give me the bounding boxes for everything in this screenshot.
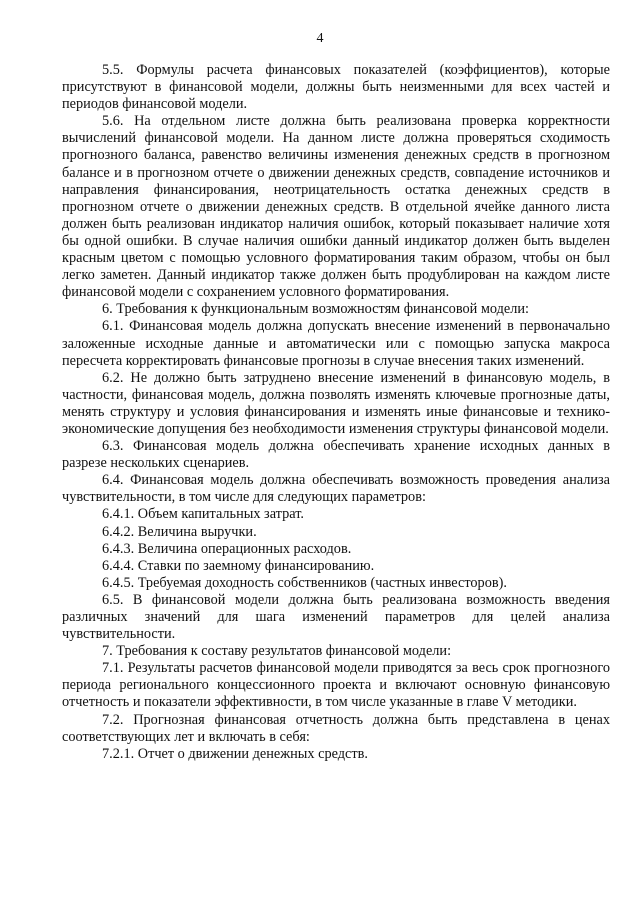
paragraph-6-2: 6.2. Не должно быть затруднено внесение изменений в финансовую модель, в частности, финансовая модель, должна позволять изменять ключевые прогнозные даты, менять структуру и условия финансирования и изменять иные финансовые и технико-экономические допущения без необходимости изменения структуры финансовой модели.: [62, 369, 610, 437]
list-item-7-2-1: 7.2.1. Отчет о движении денежных средств.: [102, 745, 368, 762]
paragraph-7-1: 7.1. Результаты расчетов финансовой модели приводятся за весь срок прогнозного периода регионального концессионного проекта и включают основную финансовую отчетность и показатели эффективности, в том числе указанные в главе V методики.: [62, 660, 610, 711]
paragraph-7-2: 7.2. Прогнозная финансовая отчетность должна быть представлена в ценах соответствующих лет и включать в себя:: [62, 711, 610, 745]
paragraph-6-3: 6.3. Финансовая модель должна обеспечивать хранение исходных данных в разрезе нескольких сценариев.: [62, 438, 610, 472]
paragraph-5-5: 5.5. Формулы расчета финансовых показателей (коэффициентов), которые присутствуют в финансовой модели, должны быть неизменными для всех частей и периодов финансовой модели.: [62, 62, 610, 113]
paragraph-6-4: 6.4. Финансовая модель должна обеспечивать возможность проведения анализа чувствительности, в том числе для следующих параметров:: [62, 472, 610, 506]
paragraph-6-5: 6.5. В финансовой модели должна быть реализована возможность введения различных значений для шага изменений параметров для целей анализа чувствительности.: [62, 591, 610, 643]
document-body: [62, 62, 610, 763]
list-item-6-4-4: 6.4.4. Ставки по заемному финансированию.: [102, 557, 375, 574]
list-item-6-4-2: 6.4.2. Величина выручки.: [102, 523, 257, 540]
paragraph-6-1: 6.1. Финансовая модель должна допускать внесение изменений в первоначально заложенные исходные данные и автоматически или с помощью запуска макроса пересчета корректировать финансовые прогнозы в случае внесения таких изменений.: [62, 318, 610, 369]
list-item-6-4-5: 6.4.5. Требуемая доходность собственников (частных инвесторов).: [102, 574, 507, 591]
list-item-6-4-1: 6.4.1. Объем капитальных затрат.: [102, 506, 304, 523]
heading-section-7: 7. Требования к составу результатов финансовой модели:: [102, 643, 452, 660]
paragraph-5-6: 5.6. На отдельном листе должна быть реализована проверка корректности вычислений финансовой модели. На данном листе должна проверяться сходимость прогнозного баланса, равенство величины изменения денежных средств в прогнозном балансе и в прогнозном отчете о движении денежных средств, совпадение источников и направления финансирования, неотрицательность остатка денежных средств в прогнозном отчете о движении денежных средств. В отдельной ячейке данного листа должен быть реализован индикатор наличия ошибок, который показывает наличие хотя бы одной ошибки. В случае наличия ошибки данный индикатор должен быть выделен красным цветом с помощью условного форматирования таким образом, чтобы он был легко заметен. Данный индикатор также должен быть продублирован на каждом листе финансовой модели с сохранением условного форматирования.: [62, 113, 610, 301]
heading-section-6: 6. Требования к функциональным возможностям финансовой модели:: [102, 301, 530, 318]
list-item-6-4-3: 6.4.3. Величина операционных расходов.: [102, 540, 352, 557]
page-number: 4: [316, 31, 324, 46]
